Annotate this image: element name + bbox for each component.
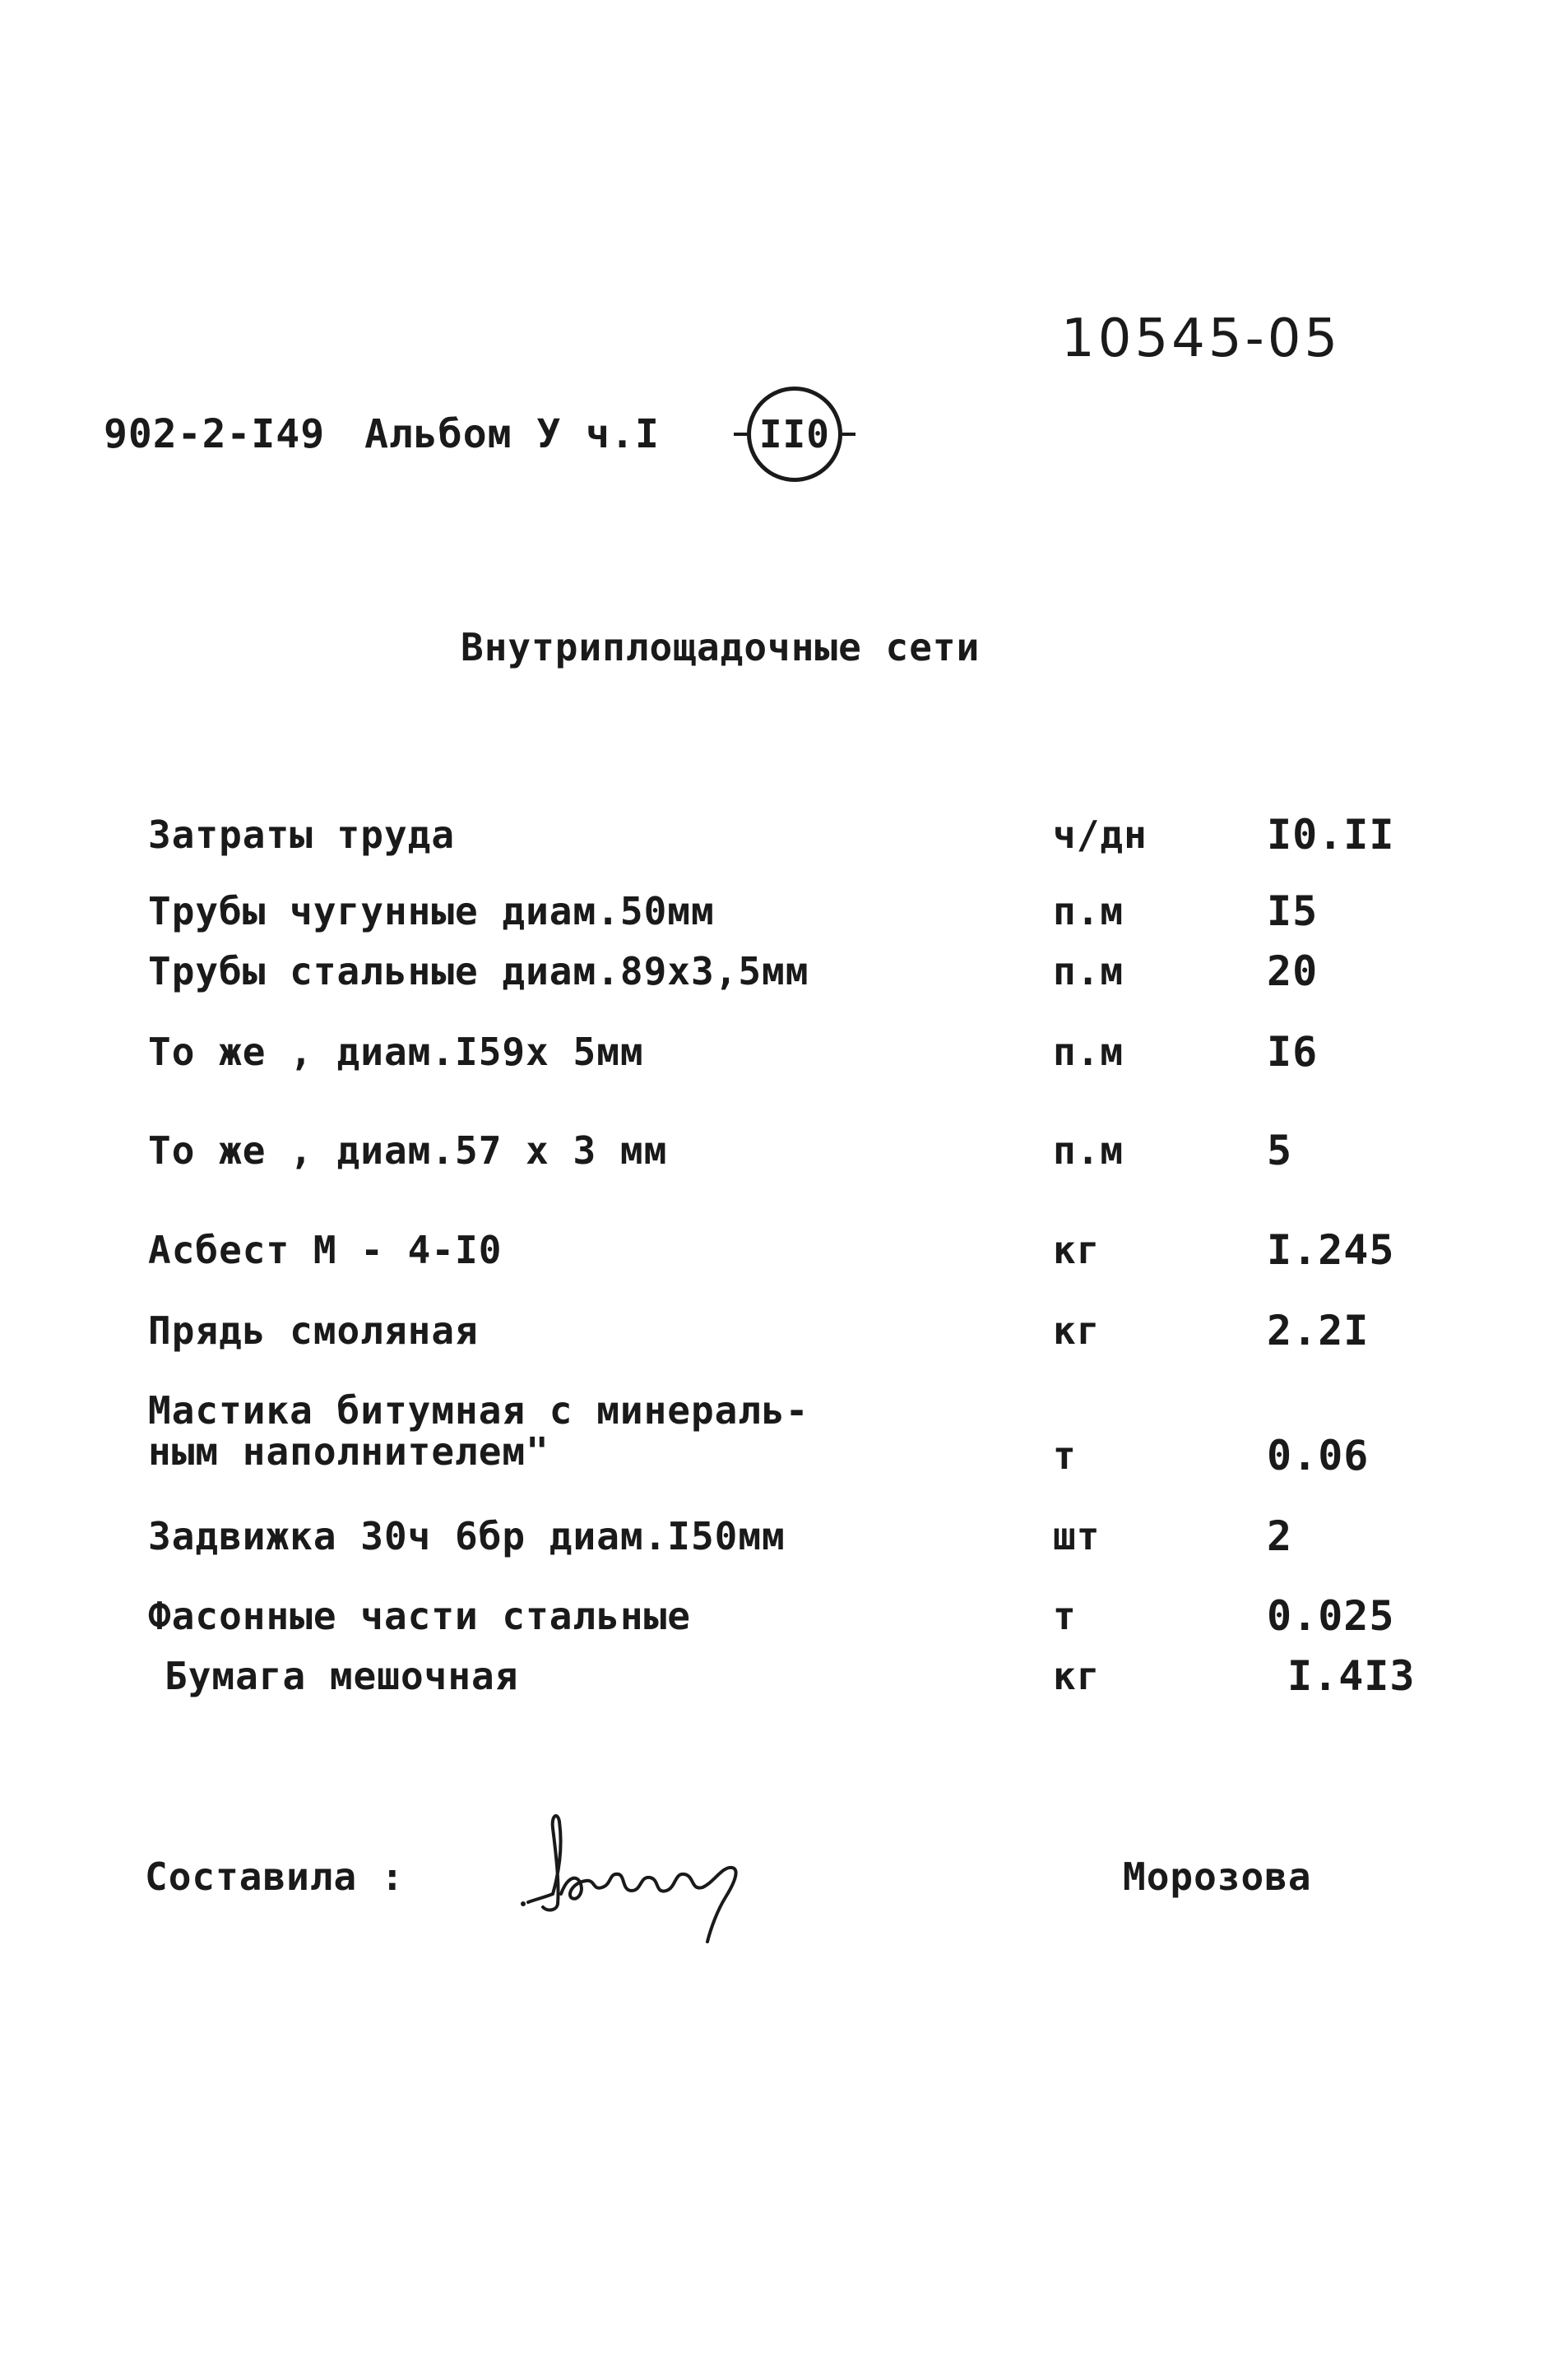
material-unit: т [1053,1594,1077,1638]
compiled-by-label: Составила : [145,1854,405,1899]
material-name: Трубы чугунные диам.50мм [148,889,715,933]
material-name-line1: Мастика битумная с минераль- [148,1388,809,1433]
material-unit: п.м [1053,889,1124,933]
page-number: II0 [747,387,842,482]
material-qty: 2 [1267,1512,1293,1560]
album-code: 902-2-I49 [104,411,326,457]
document-number: 10545-05 [1061,308,1342,369]
material-name: Затраты труда [148,813,456,857]
page-number-stamp [734,387,855,482]
stamp-dash-right [842,433,855,436]
material-unit: кг [1053,1228,1101,1272]
material-unit: п.м [1053,1030,1124,1074]
material-name: То же , диам.I59х 5мм [148,1030,644,1074]
material-qty: 20 [1267,947,1319,995]
material-qty: 2.2I [1267,1307,1370,1354]
material-name: Прядь смоляная [148,1308,479,1353]
material-qty: I.245 [1267,1226,1395,1274]
section-title: Внутриплощадочные сети [461,625,981,669]
material-unit: п.м [1053,949,1124,993]
material-qty: I5 [1267,887,1319,935]
handwritten-signature-icon [510,1805,781,1945]
material-unit: кг [1053,1308,1101,1353]
material-name [148,1390,809,1472]
material-unit: шт [1053,1514,1101,1558]
material-qty: I6 [1267,1028,1319,1076]
material-name: То же , диам.57 х 3 мм [148,1128,668,1173]
material-name: Бумага мешочная [165,1654,519,1698]
material-name: Трубы стальные диам.89х3,5мм [148,949,809,993]
material-unit: кг [1053,1654,1101,1698]
material-qty: I0.II [1267,811,1395,859]
material-name: Фасонные части стальные [148,1594,691,1638]
material-unit: т [1053,1433,1077,1478]
material-qty: 0.06 [1267,1432,1370,1479]
material-qty: 5 [1267,1127,1293,1174]
compiler-name: Морозова [1123,1854,1312,1899]
material-unit: п.м [1053,1128,1124,1173]
material-qty: I.4I3 [1287,1652,1416,1700]
material-unit: ч/дн [1053,813,1148,857]
album-header [104,387,855,482]
material-qty: 0.025 [1267,1592,1395,1640]
material-name-line2: ным наполнителем" [148,1429,549,1474]
material-row [148,1390,1431,1480]
stamp-dash-left [734,433,747,436]
album-name: Альбом У ч.I [364,411,660,457]
material-name: Задвижка 30ч 6бр диам.I50мм [148,1514,786,1558]
material-name: Асбест М - 4-I0 [148,1228,503,1272]
